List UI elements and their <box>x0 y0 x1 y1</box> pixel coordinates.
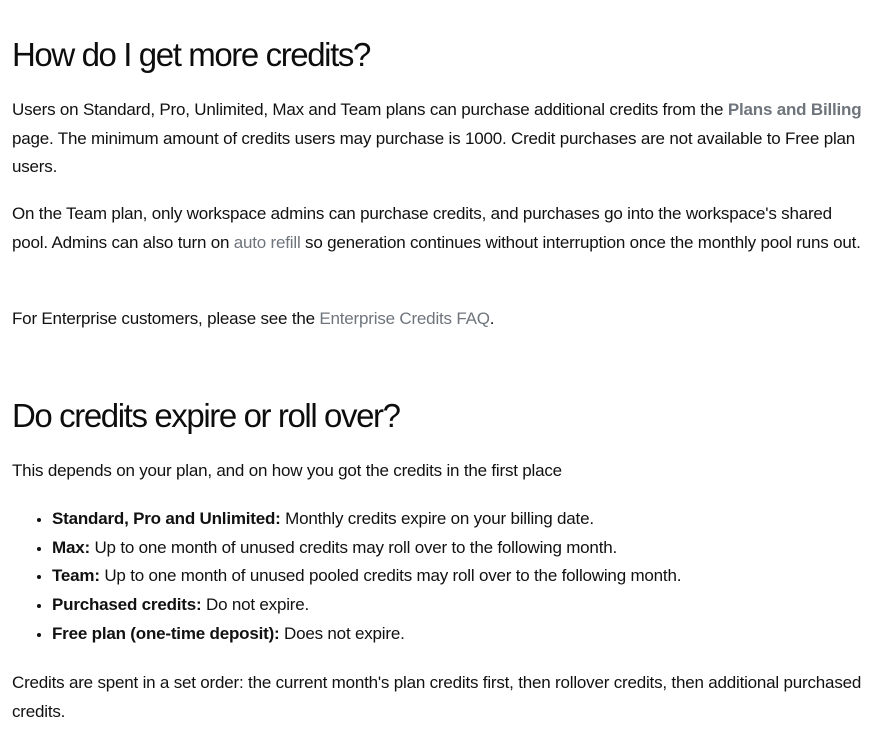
heading-more-credits: How do I get more credits? <box>12 36 370 73</box>
paragraph-spend-order: Credits are spent in a set order: the current month's plan credits first, then rollover credits, then additional purchased credits. <box>12 673 862 721</box>
list-item-label: Team: <box>52 566 100 586</box>
expiry-rules-list <box>12 505 870 649</box>
list-item-label: Standard, Pro and Unlimited: <box>52 509 281 528</box>
list-item <box>52 505 870 534</box>
paragraph-expire-intro: This depends on your plan, and on how you got the credits in the first place <box>12 461 562 480</box>
list-item-text: Does not expire. <box>279 623 405 643</box>
list-item-label: Free plan (one-time deposit): <box>52 623 280 643</box>
paragraph-purchase-credits <box>12 96 870 182</box>
text-segment: On the Team plan, only workspace admins can purchase credits, and purchases go into the workspace's shared pool. Admins can also turn on <box>12 204 832 252</box>
list-item <box>52 620 870 649</box>
plans-and-billing-link[interactable]: Plans and Billing <box>727 100 862 119</box>
list-item-label: Max: <box>52 537 90 557</box>
list-item-text: Monthly credits expire on your billing date. <box>280 509 594 528</box>
heading-expire-rollover: Do credits expire or roll over? <box>12 397 400 434</box>
list-item-text: Do not expire. <box>201 595 310 615</box>
paragraph-team-plan <box>12 200 870 257</box>
list-item <box>52 534 870 563</box>
text-segment: page. The minimum amount of credits users may purchase is 1000. Credit purchases are not available to Free plan users. <box>12 128 856 177</box>
text-segment: Users on Standard, Pro, Unlimited, Max and Team plans can purchase additional credits from the <box>12 100 728 119</box>
list-item <box>52 562 870 591</box>
list-item-text: Up to one month of unused credits may roll over to the following month. <box>89 537 617 557</box>
list-item-text: Up to one month of unused pooled credits may roll over to the following month. <box>99 566 682 586</box>
list-item-label: Purchased credits: <box>52 595 202 615</box>
text-segment: For Enterprise customers, please see the <box>12 309 320 328</box>
text-segment: so generation continues without interruption once the monthly pool runs out. <box>300 232 861 252</box>
enterprise-credits-faq-link[interactable]: Enterprise Credits FAQ <box>319 309 490 328</box>
paragraph-enterprise <box>12 305 870 334</box>
auto-refill-link[interactable]: auto refill <box>233 232 301 252</box>
text-segment: . <box>489 309 495 328</box>
list-item <box>52 591 870 620</box>
